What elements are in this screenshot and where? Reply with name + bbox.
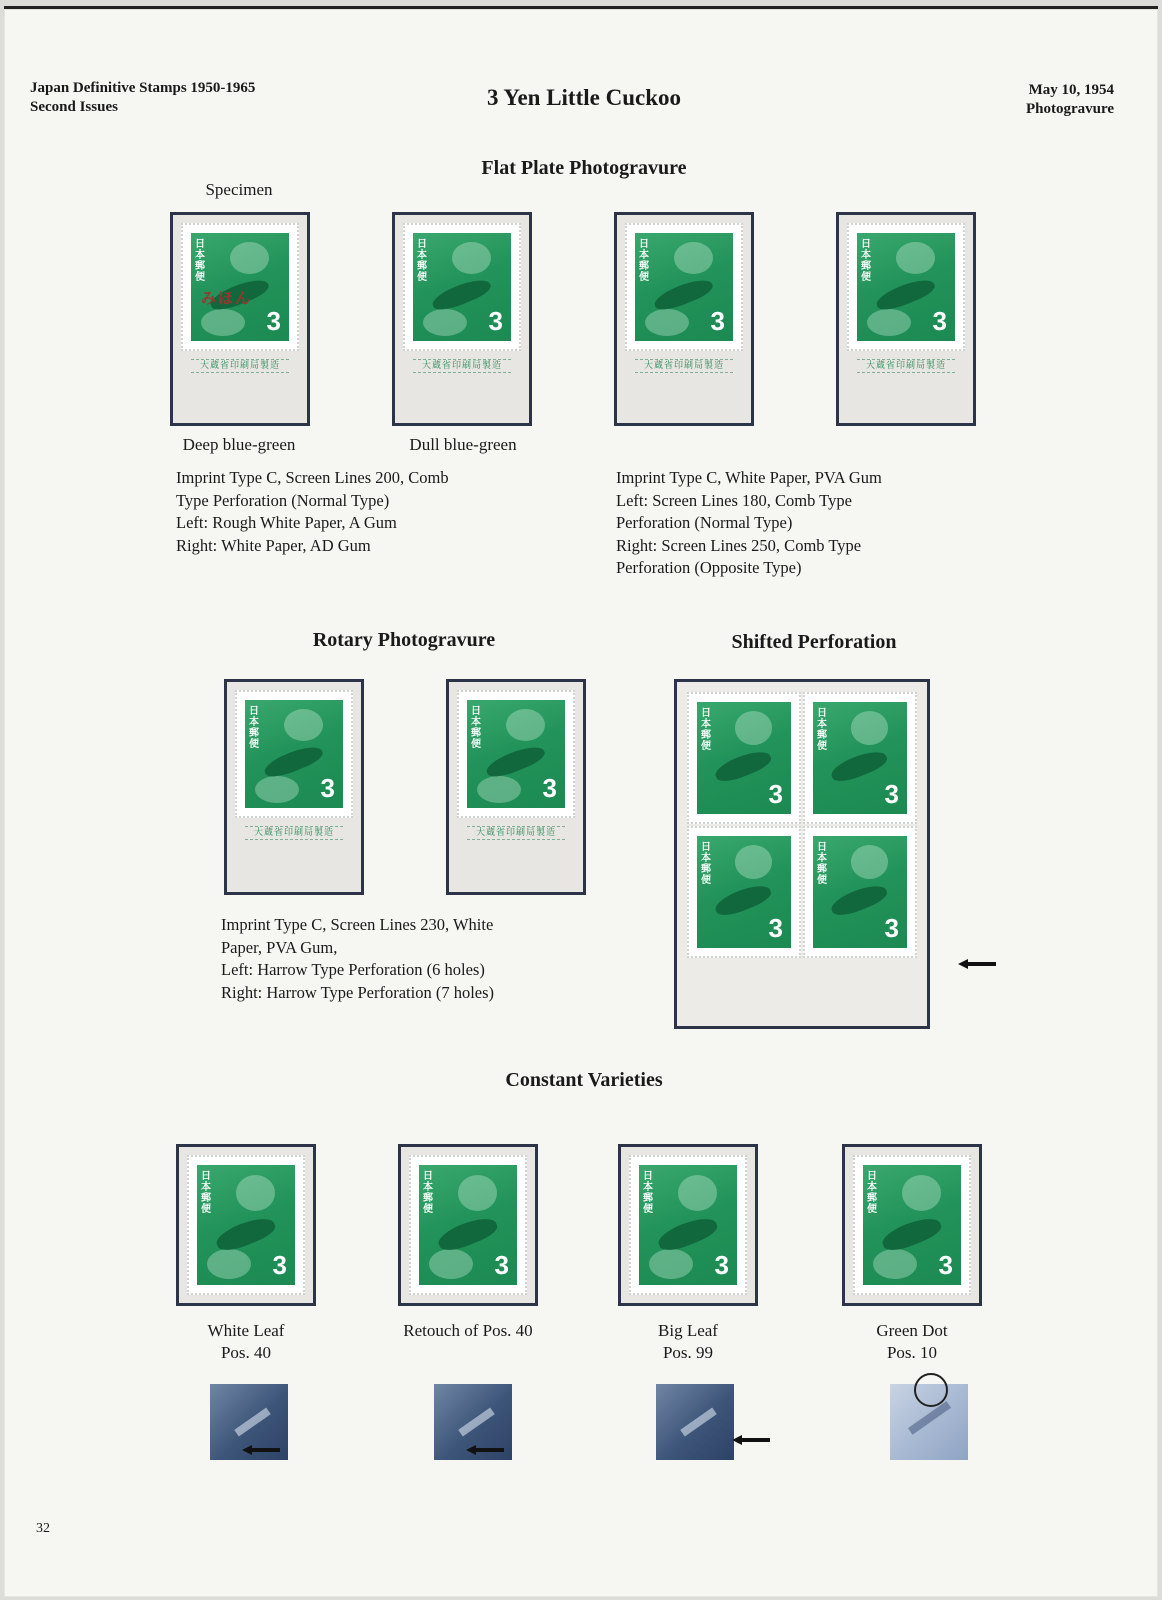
- denomination: 3: [488, 306, 503, 336]
- stamp-dull-blue-green: [392, 212, 532, 426]
- header-right: [1026, 81, 1114, 119]
- rotary-title: Rotary Photogravure: [312, 629, 496, 651]
- print-method: Photogravure: [1025, 101, 1114, 117]
- flat-plate-right-description: Imprint Type C, White Paper, PVA Gum Left: Screen Lines 180, Comb Type Perforation (Normal Type) Right: Screen Lines 250, Comb Type Perforation (Opposite Type): [616, 468, 882, 577]
- imprint-text: 大蔵省印刷局製造: [245, 826, 343, 840]
- imprint-text: 大蔵省印刷局製造: [635, 359, 733, 373]
- flat-plate-title: Flat Plate Photogravure: [481, 157, 687, 179]
- specimen-overprint: みほん: [201, 291, 253, 307]
- imprint-text: 大蔵省印刷局製造: [467, 826, 565, 840]
- cuckoo-stamp-image: 日本郵便 3: [467, 700, 565, 808]
- block-stamp-3: 日本郵便 3: [687, 826, 801, 958]
- stamp-rotary-6-holes: [224, 679, 364, 895]
- caption-deep-blue-green: Deep blue-green: [182, 435, 296, 454]
- stamp-rotary-7-holes: [446, 679, 586, 895]
- constant-varieties-title: Constant Varieties: [505, 1069, 663, 1091]
- arrow-left-icon: [958, 959, 996, 967]
- variety-green-dot-stamp: 日本郵便 3: [842, 1144, 982, 1306]
- cuckoo-stamp-image: 日本郵便 3: [245, 700, 343, 808]
- shifted-perforation-block: [674, 679, 930, 1029]
- cuckoo-stamp-image: 日本郵便 3: [857, 233, 955, 341]
- series-subtitle: Second Issues: [30, 99, 118, 115]
- arrow-left-icon: [242, 1445, 280, 1453]
- variety-caption-3: Big Leaf Pos. 99: [658, 1321, 718, 1362]
- stamp-specimen: [170, 212, 310, 426]
- denomination: 3: [710, 306, 725, 336]
- denomination: 3: [932, 306, 947, 336]
- variety-big-leaf-stamp: 日本郵便 3: [618, 1144, 758, 1306]
- album-page: [4, 6, 1158, 1597]
- stamp-screen-250: [836, 212, 976, 426]
- denomination: 3: [542, 773, 557, 803]
- block-stamp-1: 日本郵便 3: [687, 692, 801, 824]
- variety-caption-4: Green Dot Pos. 10: [876, 1321, 948, 1362]
- denomination: 3: [320, 773, 335, 803]
- cuckoo-stamp-image: 日本郵便 みほん 3: [191, 233, 289, 341]
- arrow-left-icon: [732, 1435, 770, 1443]
- imprint-text: 大蔵省印刷局製造: [191, 359, 289, 373]
- flat-plate-left-description: Imprint Type C, Screen Lines 200, Comb Type Perforation (Normal Type) Left: Rough White Paper, A Gum Right: White Paper, AD Gum: [176, 468, 449, 555]
- specimen-label: Specimen: [205, 180, 273, 199]
- stamp-screen-180: [614, 212, 754, 426]
- caption-dull-blue-green: Dull blue-green: [409, 435, 517, 454]
- imprint-text: 大蔵省印刷局製造: [413, 359, 511, 373]
- imprint-text: 大蔵省印刷局製造: [857, 359, 955, 373]
- denomination: 3: [266, 306, 281, 336]
- detail-big-leaf: [656, 1384, 734, 1460]
- variety-white-leaf-stamp: 日本郵便 3: [176, 1144, 316, 1306]
- arrow-left-icon: [466, 1445, 504, 1453]
- cuckoo-stamp-image: 日本郵便 3: [635, 233, 733, 341]
- variety-retouch-stamp: 日本郵便 3: [398, 1144, 538, 1306]
- block-stamp-2: 日本郵便 3: [803, 692, 917, 824]
- variety-caption-1: White Leaf Pos. 40: [207, 1321, 285, 1362]
- header-left: [30, 79, 255, 117]
- block-stamp-4: 日本郵便 3: [803, 826, 917, 958]
- circle-marker-icon: [914, 1373, 948, 1407]
- page-number: 32: [36, 1521, 50, 1536]
- shifted-perforation-title: Shifted Perforation: [731, 631, 897, 653]
- cuckoo-stamp-image: 日本郵便 3: [413, 233, 511, 341]
- variety-caption-2: Retouch of Pos. 40: [403, 1321, 533, 1340]
- rotary-description: Imprint Type C, Screen Lines 230, White Paper, PVA Gum, Left: Harrow Type Perforation (6 holes) Right: Harrow Type Perforation (7 holes): [221, 915, 495, 1002]
- series-title: Japan Definitive Stamps 1950-1965: [30, 80, 256, 96]
- issue-date: May 10, 1954: [1028, 82, 1114, 98]
- page-title: 3 Yen Little Cuckoo: [486, 85, 681, 110]
